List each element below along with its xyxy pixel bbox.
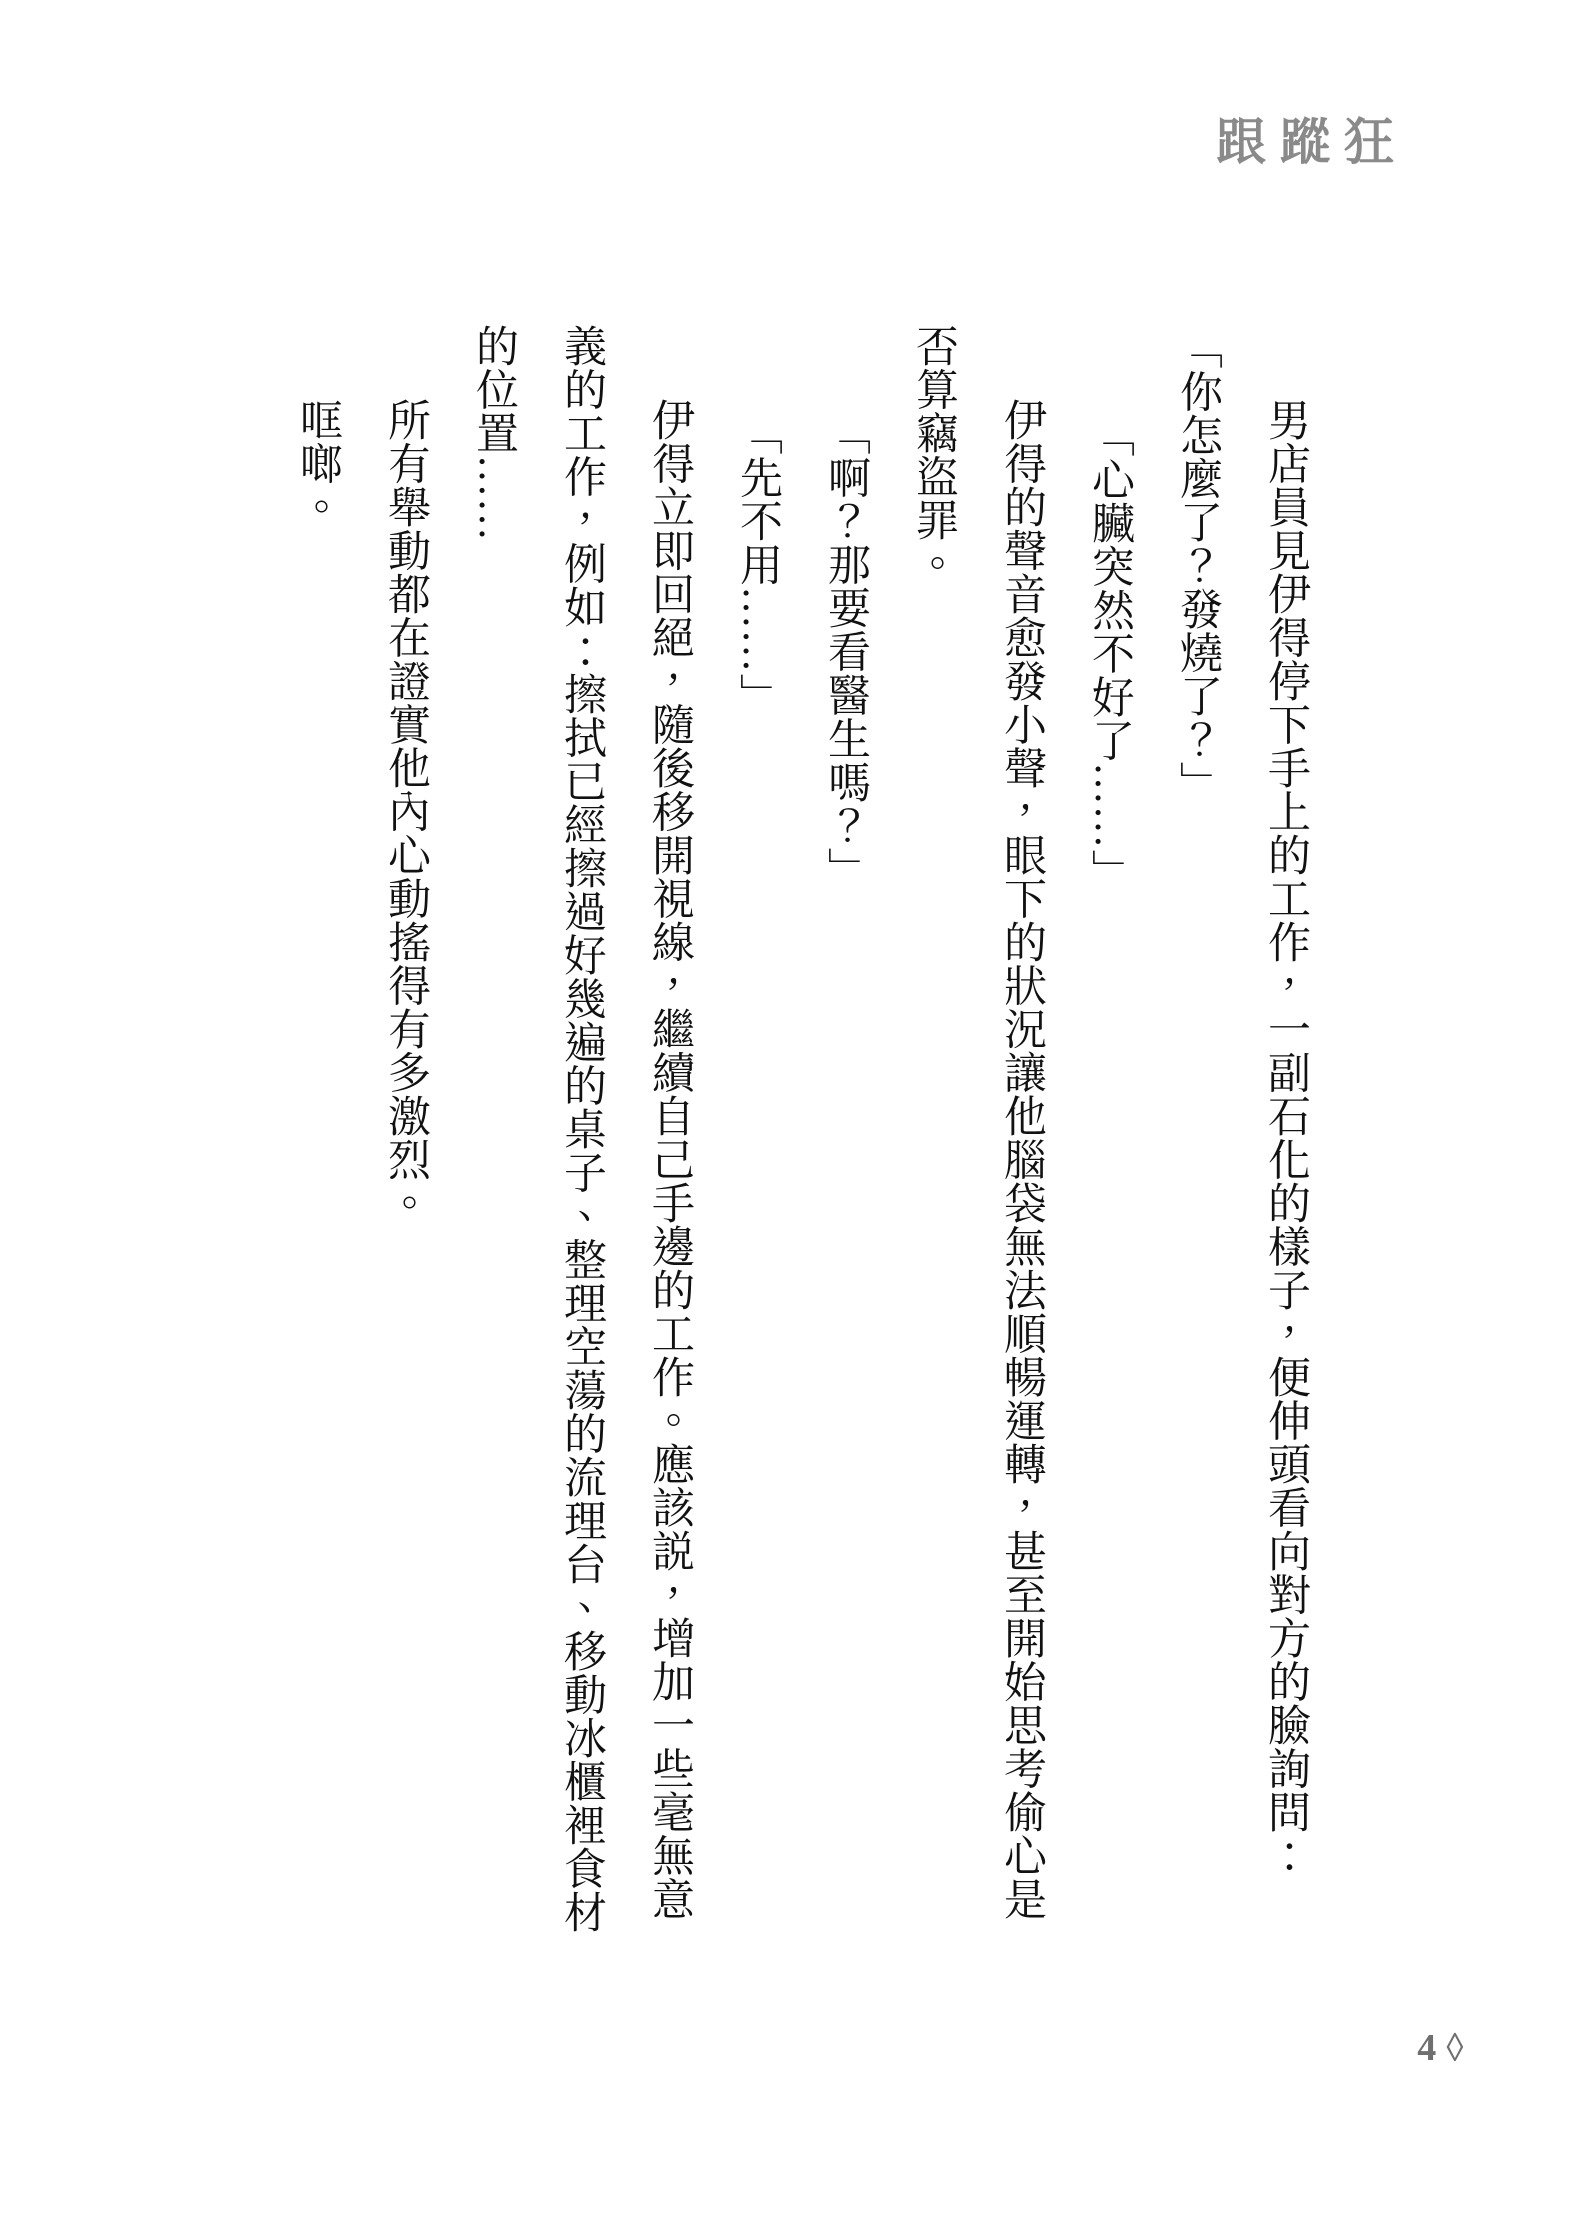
text-line-4: 伊得的聲音愈發小聲，眼下的狀況讓他腦袋無法順暢運轉，甚至開始思考偷心是 bbox=[998, 398, 1045, 1921]
text-block bbox=[273, 324, 1329, 2004]
diamond-icon: ◊ bbox=[1446, 2025, 1464, 2070]
text-line-5: 否算竊盜罪。 bbox=[910, 324, 957, 585]
text-line-8: 伊得立即回絕，隨後移開視線，繼續自己手邊的工作。應該説，增加一些毫無意 bbox=[646, 398, 693, 1921]
text-line-12: 哐啷。 bbox=[294, 398, 341, 529]
text-line-11: 所有舉動都在證實他內心動搖得有多激烈。 bbox=[382, 398, 429, 1225]
text-line-10: 的位置…… bbox=[470, 324, 517, 542]
text-line-3: 「心臟突然不好了……」 bbox=[1086, 414, 1133, 893]
page-number: 4 bbox=[1417, 2027, 1437, 2069]
text-line-7: 「先不用……」 bbox=[734, 412, 781, 717]
folio bbox=[1417, 2025, 1465, 2070]
text-line-6: 「啊？那要看醫生嗎？」 bbox=[822, 412, 869, 891]
text-line-1: 男店員見伊得停下手上的工作，一副石化的樣子，便伸頭看向對方的臉詢問： bbox=[1262, 398, 1309, 1877]
text-line-2: 「你怎麼了？發燒了？」 bbox=[1174, 326, 1221, 805]
text-line-9: 義的工作，例如：擦拭已經擦過好幾遍的桌子、整理空蕩的流理台、移動冰櫃裡食材 bbox=[558, 324, 605, 1934]
running-title: 跟蹤狂 bbox=[1216, 114, 1408, 170]
